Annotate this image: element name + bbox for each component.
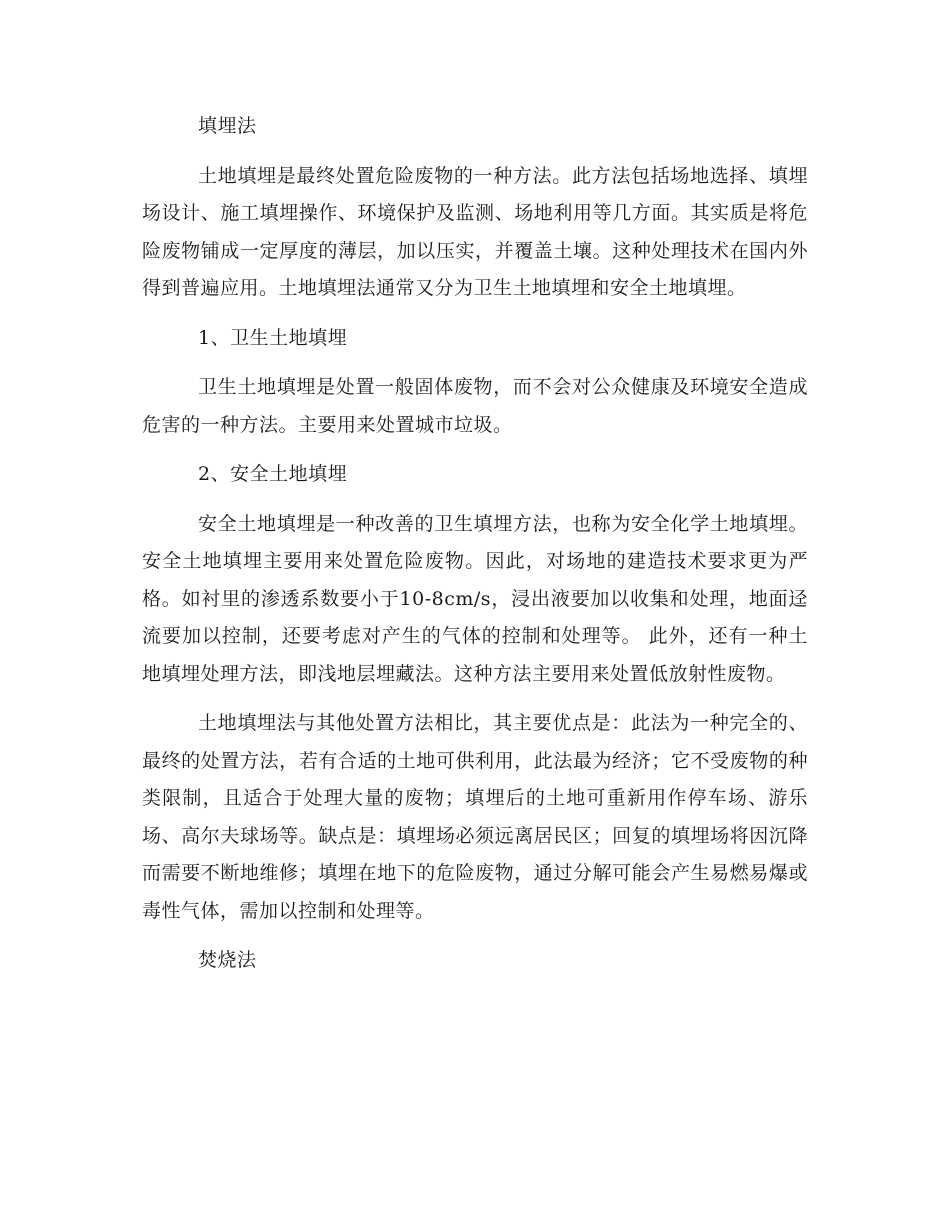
paragraph-sanitary-landfill: 卫生土地填埋是处置一般固体废物，而不会对公众健康及环境安全造成危害的一种方法。主要用来处置城市垃圾。 [142,376,808,436]
document-body [142,108,808,980]
section-heading-landfill: 填埋法 [198,115,257,137]
paragraph-pros-cons: 土地填埋法与其他处置方法相比，其主要优点是：此法为一种完全的、最终的处置方法，若有合适的土地可供利用，此法最为经济；它不受废物的种类限制，且适合于处理大量的废物；填埋后的土地可重新用作停车场、游乐场、高尔夫球场等。缺点是：填埋场必须远离居民区；回复的填埋场将因沉降而需要不断地维修；填埋在地下的危险废物，通过分解可能会产生易燃易爆或毒性气体，需加以控制和处理等。 [142,712,808,922]
paragraph-secure-landfill: 安全土地填埋是一种改善的卫生填埋方法，也称为安全化学土地填埋。安全土地填埋主要用来处置危险废物。因此，对场地的建造技术要求更为严格。如衬里的渗透系数要小于10-8cm/s，浸出液要加以收集和处理，地面迳流要加以控制，还要考虑对产生的气体的控制和处理等。 此外，还有一种土地填埋处理方法，即浅地层埋藏法。这种方法主要用来处置低放射性废物。 [142,512,808,685]
subheading-sanitary-landfill: 1、卫生土地填埋 [198,326,348,349]
section-heading-incineration: 焚烧法 [198,949,257,971]
paragraph-landfill-intro: 土地填埋是最终处置危险废物的一种方法。此方法包括场地选择、填埋场设计、施工填埋操作、环境保护及监测、场地利用等几方面。其实质是将危险废物铺成一定厚度的薄层，加以压实，并覆盖土壤。这种处理技术在国内外得到普遍应用。土地填埋法通常又分为卫生土地填埋和安全土地填埋。 [142,164,808,299]
subheading-secure-landfill: 2、安全土地填埋 [198,463,348,485]
